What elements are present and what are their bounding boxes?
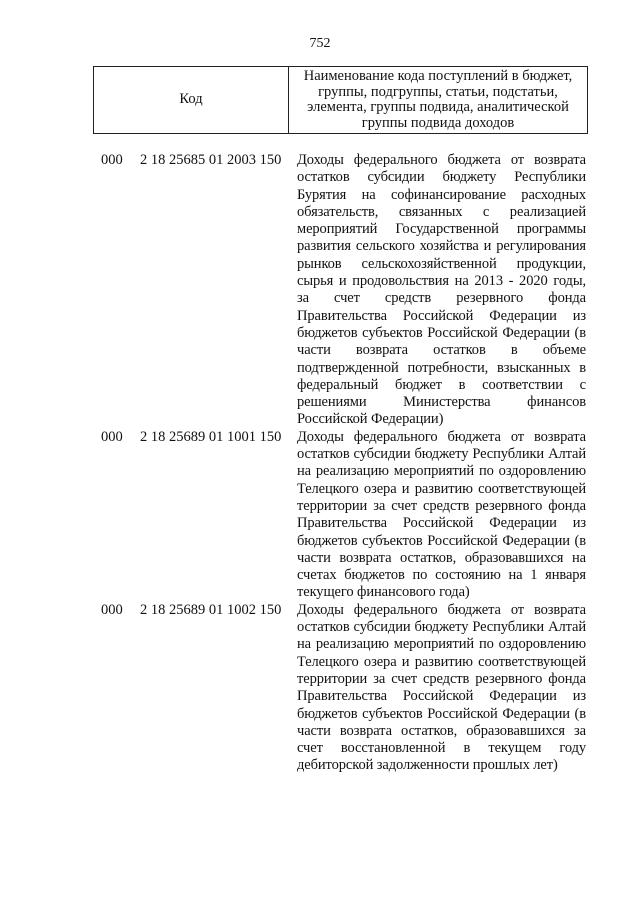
entry-income-code: 2 18 25689 01 1001 150	[140, 428, 282, 445]
entry-admin-code: 000	[101, 601, 123, 618]
entry-admin-code: 000	[101, 152, 123, 168]
entry-description: Доходы федерального бюджета от возврата остатков субсидии бюджету Республики Бурятия на софинансирование расходных обязательств, связанных с реализацией мероприятий Государственной программы развития сельского хозяйства и регулирования рынков сельскохозяйственной продукции, сырья и продовольствия на 2013 - 2020 годы, за счет средств резервного фонда Правительства Российской Федерации из бюджетов субъектов Российской Федерации (в части возврата остатков в объеме подтвержденной потребности, взысканных в федеральный бюджет в соответствии с решениями Министерства финансов Российской Федерации)	[297, 152, 586, 428]
entry-income-code: 2 18 25685 01 2003 150	[140, 152, 282, 168]
entry-row	[0, 152, 640, 429]
entry-income-code: 2 18 25689 01 1002 150	[140, 601, 282, 618]
header-code-cell: Код	[94, 67, 289, 134]
entry-row	[0, 429, 640, 602]
entry-description: Доходы федерального бюджета от возврата остатков субсидии бюджету Республики Алтай на реализацию мероприятий по оздоровлению Телецкого озера и развитию соответствующей территории за счет средств резервного фонда Правительства Российской Федерации из бюджетов субъектов Российской Федерации (в части возврата остатков, образовавшихся на счетах бюджетов по состоянию на 1 января текущего финансового года)	[297, 428, 586, 601]
header-table	[93, 66, 588, 134]
entries-list	[0, 152, 640, 775]
page-number: 752	[309, 36, 331, 51]
entry-description: Доходы федерального бюджета от возврата остатков субсидии бюджету Республики Алтай на реализацию мероприятий по оздоровлению Телецкого озера и развитию соответствующей территории за счет средств резервного фонда Правительства Российской Федерации из бюджетов субъектов Российской Федерации (в части возврата остатков, образовавшихся за счет восстановленной в текущем году дебиторской задолженности прошлых лет)	[297, 601, 586, 774]
header-name-cell: Наименование кода поступлений в бюджет, группы, подгруппы, статьи, подстатьи, элемента, группы подвида, аналитической группы подвида доходов	[289, 67, 588, 134]
entry-admin-code: 000	[101, 428, 123, 445]
entry-row	[0, 602, 640, 775]
